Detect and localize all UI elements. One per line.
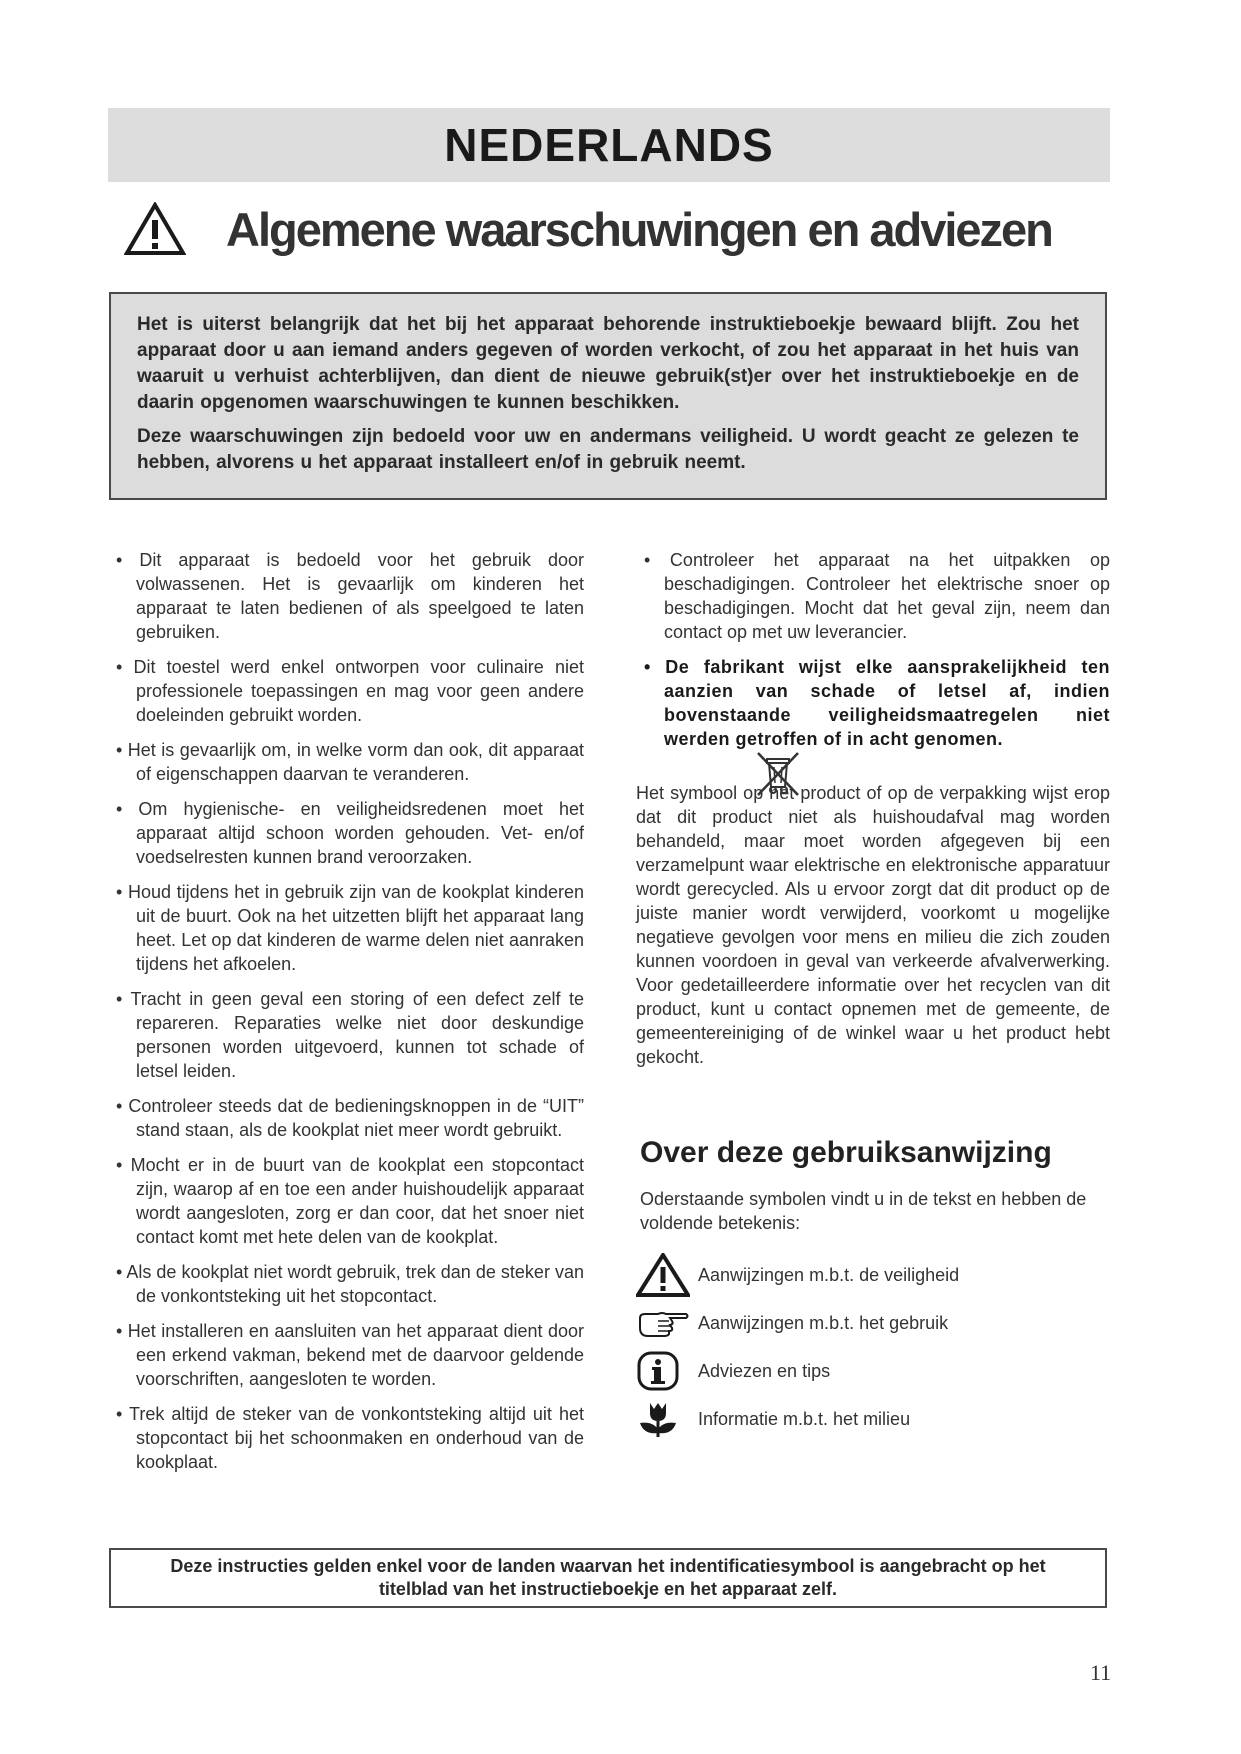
list-item: • Trek altijd de steker van de vonkontsteking altijd uit het stopcontact bij het schoonmaken en onderhoud van de kookplaat. <box>116 1404 584 1472</box>
page-number: 11 <box>1090 1660 1112 1685</box>
legend-label: Aanwijzingen m.b.t. de veiligheid <box>698 1265 960 1285</box>
list-item: • Dit toestel werd enkel ontworpen voor culinaire niet professionele toepassingen en mag voor geen andere doeleinden gebruikt worden. <box>116 657 584 725</box>
manual-intro: Oderstaande symbolen vindt u in de tekst en hebben de voldende betekenis: <box>640 1189 1087 1233</box>
legend-item <box>636 1251 1110 1299</box>
legend-label: Adviezen en tips <box>698 1361 831 1381</box>
list-item: • Dit apparaat is bedoeld voor het gebruik door volwassenen. Het is gevaarlijk om kinderen het apparaat te laten bedienen of als speelgoed te laten gebruiken. <box>116 550 584 642</box>
intro-paragraph-2: Deze waarschuwingen zijn bedoeld voor uw en andermans veiligheid. U wordt geacht ze gelezen te hebben, alvorens u het apparaat installeert en/of in gebruik neemt. <box>137 426 1079 473</box>
section-title <box>124 196 1052 262</box>
crossed-bin-icon <box>752 747 804 799</box>
weee-notice <box>636 781 1110 1069</box>
list-item: • Als de kookplat niet wordt gebruik, trek dan de steker van de vonkontsteking uit het stopcontact. <box>116 1262 584 1306</box>
info-icon <box>636 1351 680 1391</box>
warning-triangle-icon <box>124 202 186 256</box>
language-banner <box>108 108 1110 182</box>
language-title: NEDERLANDS <box>444 119 774 171</box>
list-item: • Controleer steeds dat de bedieningsknoppen in de “UIT” stand staan, als de kookplat niet meer wordt gebruikt. <box>116 1096 584 1140</box>
list-item: • Tracht in geen geval een storing of een defect zelf te repareren. Reparaties welke niet door deskundige personen worden uitgevoerd, kunnen tot schade of letsel leiden. <box>116 989 584 1081</box>
legend-label: Informatie m.b.t. het milieu <box>698 1409 911 1429</box>
leaf-icon <box>636 1399 680 1439</box>
right-column <box>636 548 1110 1443</box>
manual-title: Over deze gebruiksanwijzing <box>640 1136 1052 1169</box>
list-item: • Het installeren en aansluiten van het apparaat dient door een erkend vakman, bekend met de daarvoor geldende voorschriften, aangesloten te worden. <box>116 1321 584 1389</box>
pointing-hand-icon <box>636 1308 690 1338</box>
symbol-legend <box>636 1251 1110 1443</box>
liability-notice: • De fabrikant wijst elke aansprakelijkheid ten aanzien van schade of letsel af, indien bovenstaande veiligheidsmaatregelen niet werden getroffen of in acht genomen. <box>644 657 1110 749</box>
list-item: • Mocht er in de buurt van de kookplat een stopcontact zijn, waarop af en toe een ander huishoudelijk apparaat wordt aangesloten, zorg er dan coor, dat het snoer niet contact komt met hete delen van de kookplat. <box>116 1155 584 1247</box>
legend-label: Aanwijzingen m.b.t. het gebruik <box>698 1313 949 1333</box>
legend-item <box>636 1395 1110 1443</box>
list-item: • Het is gevaarlijk om, in welke vorm dan ook, dit apparaat of eigenschappen daarvan te veranderen. <box>116 740 584 784</box>
list-item: • Om hygienische- en veiligheidsredenen moet het apparaat altijd schoon worden gehouden. Vet- en/of voedselresten kunnen brand veroorzaken. <box>116 799 584 867</box>
intro-paragraph-1: Het is uiterst belangrijk dat het bij het apparaat behorende instruktieboekje bewaard blijft. Zou het apparaat door u aan iemand anders gegeven of worden verkocht, of zou het apparaat in het huis van waaruit u verhuist achterblijven, dan dient de nieuwe gebruik(st)er over het instruktieboekje en de daarin opgenomen waarschuwingen te kunnen beschikken. <box>137 314 1079 413</box>
warning-triangle-icon <box>636 1253 690 1297</box>
list-item: • Controleer het apparaat na het uitpakken op beschadigingen. Controleer het elektrische snoer op beschadigingen. Mocht dat het geval zijn, neem dan contact op met uw leverancier. <box>644 550 1110 642</box>
legend-item <box>636 1299 1110 1347</box>
footer-note: Deze instructies gelden enkel voor de landen waarvan het indentificatiesymbool is aangebracht op het titelblad van het instructieboekje en het apparaat zelf. <box>109 1548 1107 1608</box>
left-column <box>108 548 584 1485</box>
section-heading: Algemene waarschuwingen en adviezen <box>226 202 1052 256</box>
weee-text: Het symbool op het product of op de verpakking wijst erop dat dit product niet als huishoudafval mag worden behandeld, maar moet worden afgegeven bij een verzamelpunt waar elektrische en elektronische apparatuur wordt gerecycled. Als u ervoor zorgt dat dit product op de juiste manier wordt verwijderd, voorkomt u mogelijke negatieve gevolgen voor mens en milieu die zich zouden kunnen voordoen in geval van verkeerde afvalverwerking. Voor gedetailleerdere informatie over het recyclen van dit product, kunt u contact opnemen met de gemeente, de gemeentereiniging of de winkel waar u het product hebt gekocht. <box>636 783 1110 1067</box>
intro-box <box>109 292 1107 500</box>
list-item: • Houd tijdens het in gebruik zijn van de kookplat kinderen uit de buurt. Ook na het uitzetten blijft het apparaat lang heet. Let op dat kinderen de warme delen niet aanraken tijdens het afkoelen. <box>116 882 584 974</box>
legend-item <box>636 1347 1110 1395</box>
